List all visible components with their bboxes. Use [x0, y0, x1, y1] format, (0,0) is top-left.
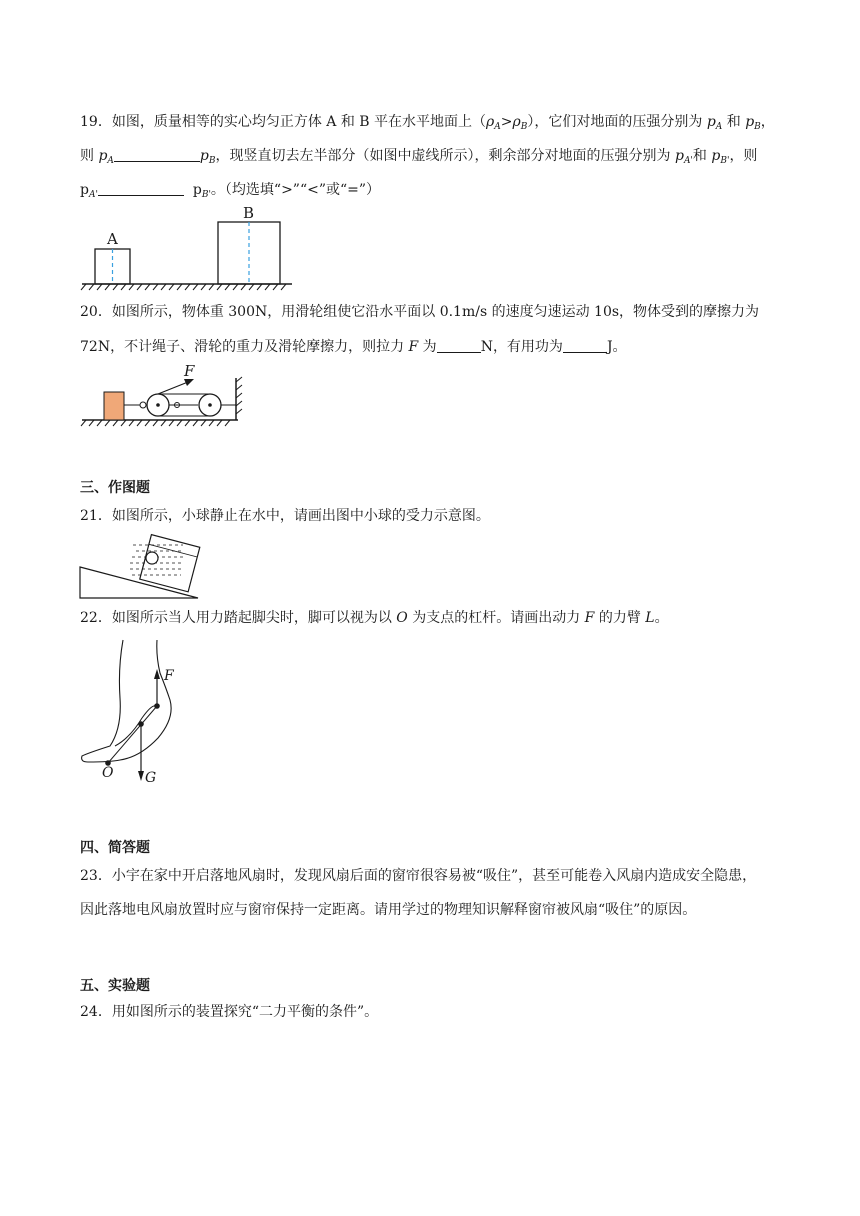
section-title-short-answer: 四、简答题 — [80, 840, 150, 856]
q20-figure-pulley — [80, 358, 250, 433]
q21-line: 21．如图所示，小球静止在水中，请画出图中小球的受力示意图。 — [80, 508, 490, 524]
q19-figure-cubes — [80, 204, 300, 294]
q21-figure-ball-in-water — [80, 530, 210, 600]
q22-line: 22．如图所示当人用力踏起脚尖时，脚可以视为以 O 为支点的杠杆。请画出动力 F 的力臂 L。 — [80, 610, 669, 626]
object-block — [104, 392, 124, 420]
ball — [146, 552, 158, 564]
label-f: F — [184, 362, 195, 380]
q19-line-2: 则 $p_A$ $p_B$，现竖直切去左半部分（如图中虚线所示），剩余部分对地面的压强分别为 $p_{A'}$和 $p_{B'}$，则 — [80, 148, 758, 166]
label-f: F — [164, 668, 174, 684]
label-b: B — [243, 204, 255, 222]
force-arrow-f — [158, 382, 188, 394]
answer-blank-force[interactable] — [437, 338, 481, 353]
section-title-experiment: 五、实验题 — [80, 978, 150, 994]
label-o: O — [102, 765, 114, 781]
q22-figure-foot — [80, 638, 190, 788]
label-g: G — [145, 770, 157, 786]
foot-outline — [82, 640, 172, 762]
q20-line-2: 72N，不计绳子、滑轮的重力及滑轮摩擦力，则拉力 F 为 N，有用功为 J。 — [80, 339, 627, 355]
answer-blank-work[interactable] — [563, 338, 607, 353]
q24-line: 24．用如图所示的装置探究“二力平衡的条件”。 — [80, 1004, 379, 1020]
q20-line-1: 20．如图所示，物体重 300N，用滑轮组使它沿水平面以 0.1m/s 的速度匀速运动 10s，物体受到的摩擦力为 — [80, 304, 760, 320]
q19-line-3: $p_{A'}$ $p_{B'}$。（均选填“>”“<”或“=”） — [80, 182, 381, 200]
answer-blank-1[interactable] — [114, 147, 200, 162]
label-a: A — [107, 230, 118, 248]
section-title-drawing: 三、作图题 — [80, 480, 150, 496]
q23-line-2: 因此落地电风扇放置时应与窗帘保持一定距离。请用学过的物理知识解释窗帘被风扇“吸住”的原因。 — [80, 902, 697, 918]
q23-line-1: 23．小宇在家中开启落地风扇时，发现风扇后面的窗帘很容易被“吸住”，甚至可能卷入风扇内造成安全隐患， — [80, 868, 757, 884]
answer-blank-2[interactable] — [98, 181, 184, 196]
q19-line-1: 19．如图，质量相等的实心均匀正方体 A 和 B 平在水平地面上$(\rho_A>\rho_B)$，它们对地面的压强分别为 $p_A$ 和 $p_B$， — [80, 114, 775, 132]
